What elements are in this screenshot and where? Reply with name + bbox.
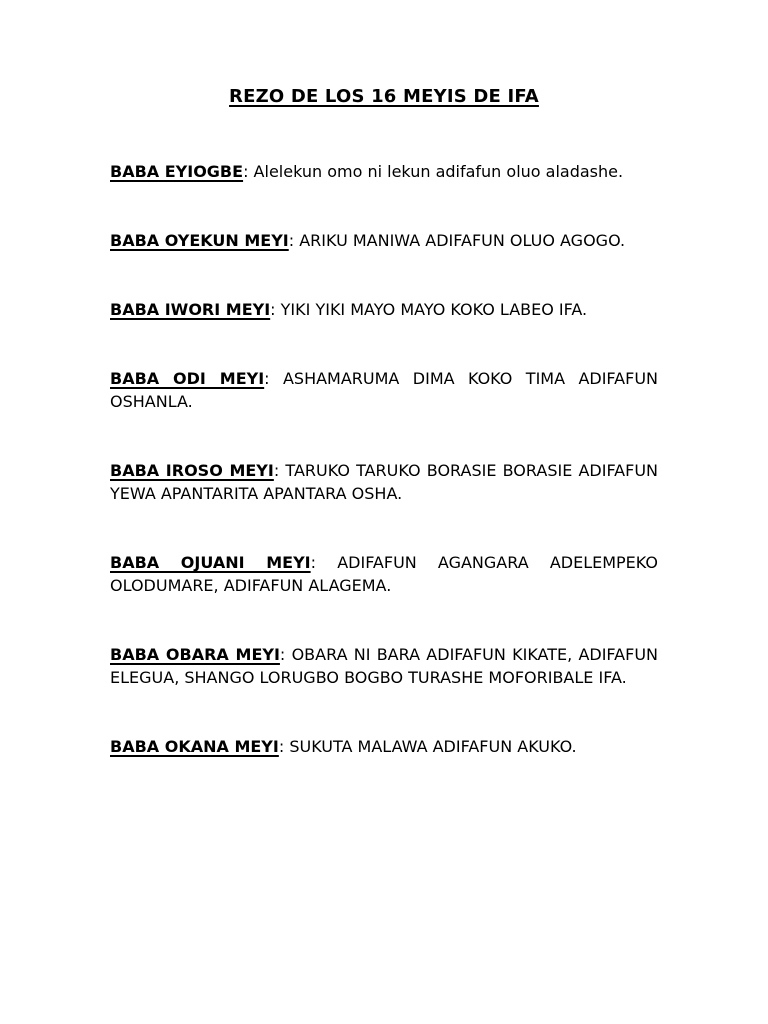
entry-separator: :: [270, 300, 281, 319]
entry-text: SUKUTA MALAWA ADIFAFUN AKUKO.: [289, 737, 577, 756]
entry-text: Alelekun omo ni lekun adifafun oluo aladashe.: [253, 162, 624, 181]
entry-baba-oyekun-meyi: [110, 229, 658, 252]
entries-list: [110, 160, 658, 758]
entry-baba-iroso-meyi: [110, 459, 658, 505]
entry-name: BABA EYIOGBE: [110, 162, 244, 181]
entry-separator: :: [273, 461, 286, 480]
entry-baba-iwori-meyi: [110, 298, 658, 321]
entry-name: BABA OYEKUN MEYI: [110, 231, 289, 250]
entry-separator: :: [310, 553, 338, 572]
entry-text: ASHAMARUMA DIMA KOKO TIMA ADIFAFUN OSHANLA.: [110, 369, 658, 411]
entry-text: ARIKU MANIWA ADIFAFUN OLUO AGOGO.: [299, 231, 626, 250]
document-title: REZO DE LOS 16 MEYIS DE IFA: [229, 86, 539, 107]
entry-text: OBARA NI BARA ADIFAFUN KIKATE, ADIFAFUN ELEGUA, SHANGO LORUGBO BOGBO TURASHE MOFORIBALE IFA.: [110, 645, 658, 687]
entry-baba-okana-meyi: [110, 735, 658, 758]
entry-name: BABA IWORI MEYI: [110, 300, 271, 319]
entry-separator: :: [278, 737, 290, 756]
entry-name: BABA OBARA MEYI: [110, 645, 280, 664]
entry-name: BABA OKANA MEYI: [110, 737, 279, 756]
entry-separator: :: [243, 162, 254, 181]
entry-text: YIKI YIKI MAYO MAYO KOKO LABEO IFA.: [280, 300, 588, 319]
entry-baba-eyiogbe: [110, 160, 658, 183]
entry-text: ADIFAFUN AGANGARA ADELEMPEKO OLODUMARE, ADIFAFUN ALAGEMA.: [110, 553, 658, 595]
entry-separator: :: [279, 645, 292, 664]
entry-separator: :: [288, 231, 300, 250]
entry-name: BABA IROSO MEYI: [110, 461, 274, 480]
entry-text: TARUKO TARUKO BORASIE BORASIE ADIFAFUN YEWA APANTARITA APANTARA OSHA.: [110, 461, 659, 503]
entry-name: BABA OJUANI MEYI: [110, 553, 311, 572]
entry-baba-obara-meyi: [110, 643, 658, 689]
entry-baba-ojuani-meyi: [110, 551, 658, 597]
entry-name: BABA ODI MEYI: [110, 369, 265, 388]
entry-separator: :: [264, 369, 283, 388]
entry-baba-odi-meyi: [110, 367, 658, 413]
